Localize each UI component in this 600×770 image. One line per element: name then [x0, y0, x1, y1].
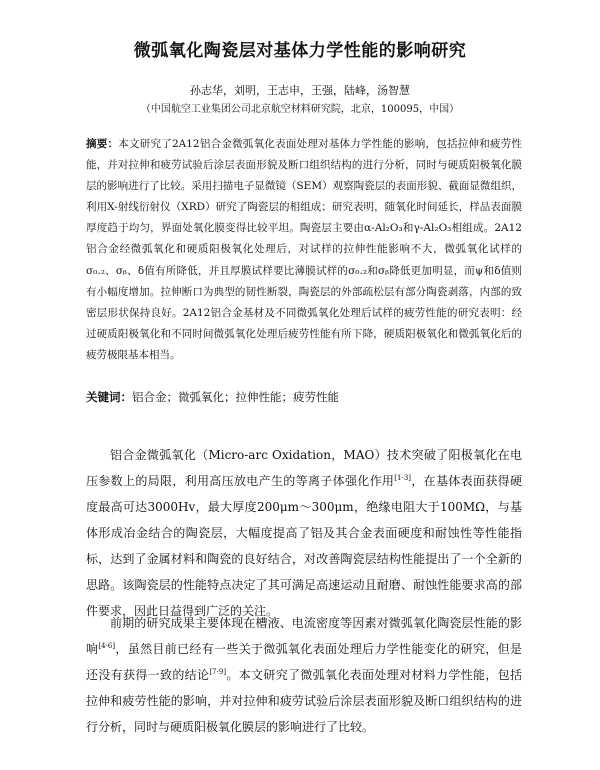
body-paragraph-2: [86, 610, 522, 740]
p2-text-c: 。本文研究了微弧氧化表面处理对材料力学性能，包括拉伸和疲劳性能的影响，并对拉伸和疲劳试验后涂层表面形貌及断口组织结构的进行分析，同时与硬质阳极氧化膜层的影响进行了比较。: [86, 668, 522, 734]
author-list: 孙志华，刘明，王志申，王强，陆峰，汤智慧: [190, 84, 410, 97]
abstract: [86, 134, 522, 366]
citation-ref: [1-3]: [394, 474, 411, 482]
keywords-label: 关键词：: [86, 390, 132, 404]
affiliation: （中国航空工业集团公司北京航空材料研究院，北京，100095，中国）: [140, 104, 460, 115]
p2-text-b: ，虽然目前已经有一些关于微弧氧化表面处理后力学性能变化的研究，但是还没有获得一致的结论: [86, 642, 522, 682]
citation-ref: [7-9]: [209, 668, 227, 676]
body-paragraph-1: [86, 442, 522, 624]
p2-text-a: 前期的研究成果主要体现在槽液、电流密度等因素对微弧氧化陶瓷层性能的影响: [86, 616, 522, 656]
abstract-label: 摘要：: [86, 138, 119, 150]
page-title: 微弧氧化陶瓷层对基体力学性能的影响研究: [133, 41, 467, 61]
citation-ref: [4-6]: [98, 642, 116, 650]
p1-text-a: 铝合金微弧氧化（Micro-arc Oxidation，MAO）技术突破了阳极氧化在电压参数上的局限，利用高压放电产生的等离子体强化作用: [86, 448, 522, 488]
p1-text-b: ，在基体表面获得硬度最高可达3000Hv，最大厚度200μm～300μm，绝缘电阻大于100MΩ，与基体形成冶金结合的陶瓷层，大幅度提高了铝及其合金表面硬度和耐蚀性等性能指标，达到了金属材料和陶瓷的良好结合，对改善陶瓷层结构性能提出了一个全新的思路。该陶瓷层的性能特点决定了其可满足高速运动且耐磨、耐蚀性能要求高的部件要求，因此日益得到广泛的关注。: [86, 474, 522, 618]
keywords-text: 铝合金；微弧氧化；拉伸性能；疲劳性能: [132, 390, 339, 404]
keywords: [86, 389, 522, 405]
abstract-text: 本文研究了2A12铝合金微弧氧化表面处理对基体力学性能的影响，包括拉伸和疲劳性能，并对拉伸和疲劳试验后涂层表面形貌及断口组织结构的进行分析，同时与硬质阳极氧化膜层的影响进行了比较。采用扫描电子显微镜（SEM）观察陶瓷层的表面形貌、截面显微组织，利用X-射线衍射仪（XRD）研究了陶瓷层的相组成；研究表明，随氧化时间延长，样品表面膜厚度趋于均匀，界面处氧化膜变得比较平坦。陶瓷层主要由α-Al₂O₃和γ-Al₂O₃相组成。2A12铝合金经微弧氧化和硬质阳极氧化处理后，对试样的拉伸性能影响不大，微弧氧化试样的σ₀.₂、σᵦ、δ值有所降低，并且厚膜试样要比薄膜试样的σ₀.₂和σᵦ降低更加明显，而ψ和δ值则有小幅度增加。拉伸断口为典型的韧性断裂，陶瓷层的外部疏松层有部分陶瓷剥落，内部的致密层形状保持良好。2A12铝合金基材及不同微弧氧化处理后试样的疲劳性能的研究表明：经过硬质阳极氧化和不同时间微弧氧化处理后疲劳性能有所下降，硬质阳极氧化和微弧氧化后的疲劳极限基本相当。: [86, 138, 523, 361]
